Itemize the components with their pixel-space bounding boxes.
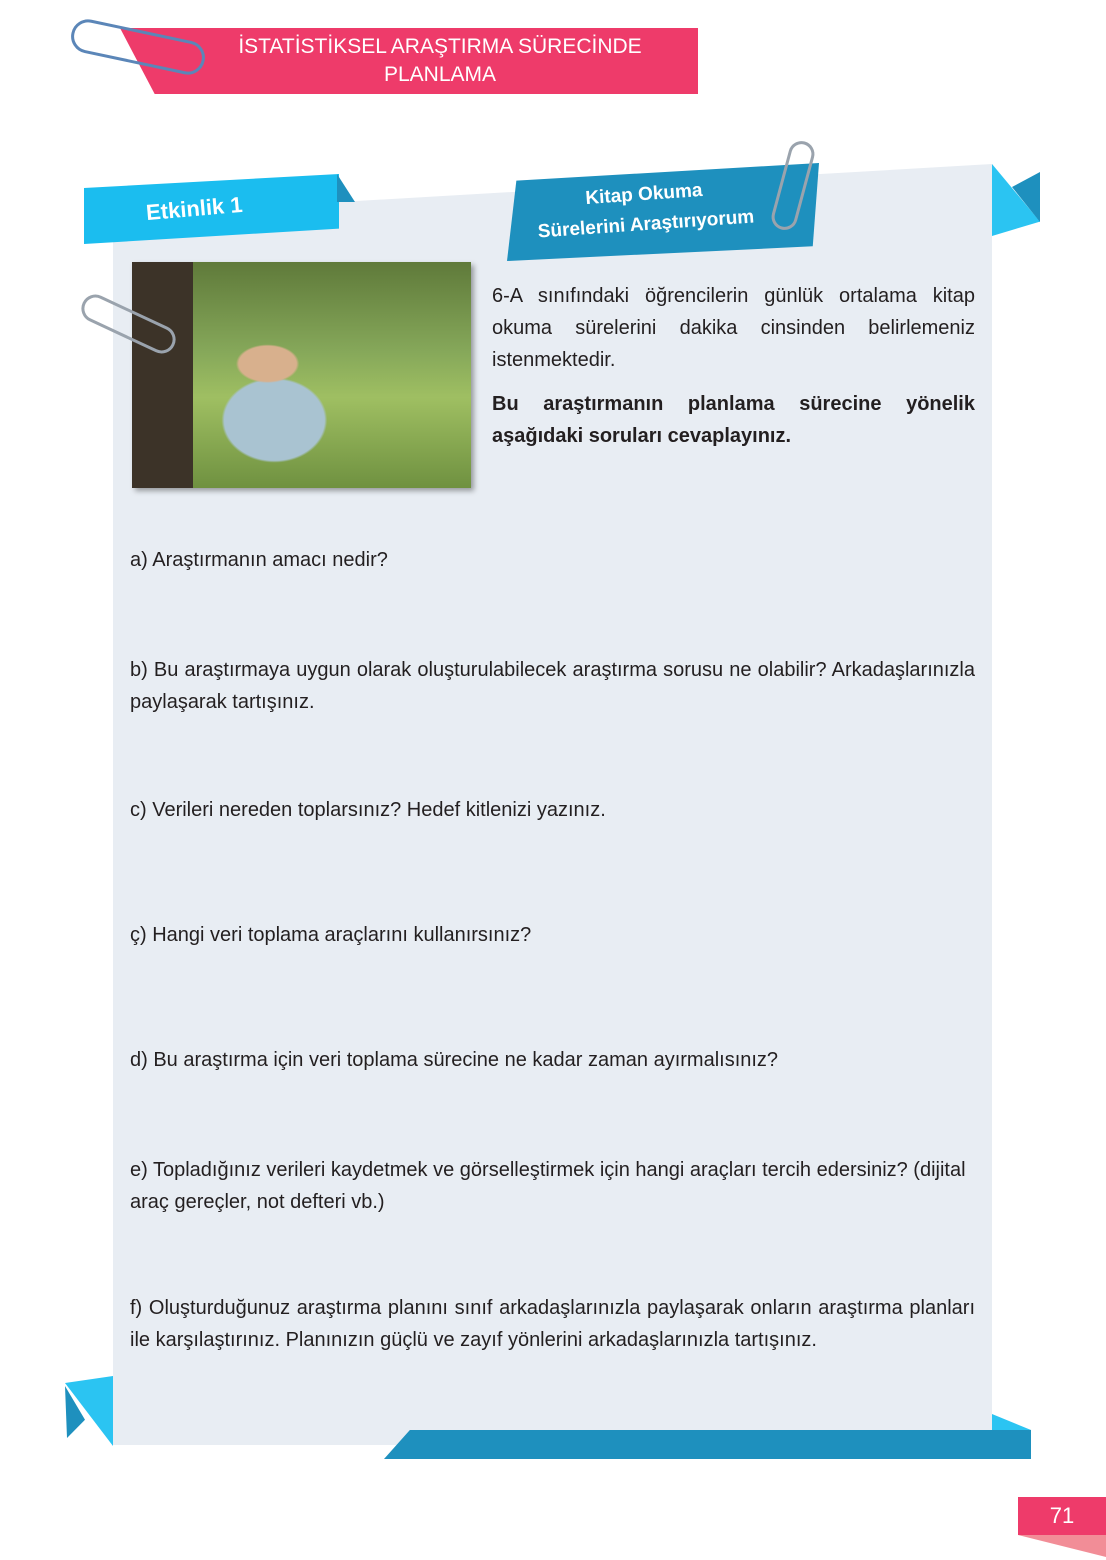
intro-instruction: Bu araştırmanın planlama sürecine yönelik aşağıdaki soruları cevaplayınız.: [492, 393, 975, 447]
question-d: d) Bu araştırma için veri toplama sürecine ne kadar zaman ayırmalısınız?: [130, 1049, 779, 1071]
question-a: a) Araştırmanın amacı nedir?: [130, 549, 388, 571]
boy-reading-photo: [132, 262, 471, 488]
question-f: f) Oluşturduğunuz araştırma planını sınıf arkadaşlarınızla paylaşarak onların araştırma planları ile karşılaştırınız. Planınızın güçlü ve zayıf yönlerini arkadaşlarınızla tartışınız.: [130, 1297, 975, 1351]
activity-label: Etkinlik 1: [145, 191, 244, 226]
question-e: e) Topladığınız verileri kaydetmek ve görselleştirmek için hangi araçları tercih edersiniz? (dijital araç gereçler, not defteri vb.): [130, 1159, 966, 1213]
intro-text: 6-A sınıfındaki öğrencilerin günlük ortalama kitap okuma sürelerini dakika cinsinden belirlemeniz istenmektedir.: [492, 285, 975, 371]
page-title: [180, 33, 700, 89]
question-c: c) Verileri nereden toplarsınız? Hedef kitlenizi yazınız.: [130, 799, 606, 821]
question-cc: ç) Hangi veri toplama araçlarını kullanırsınız?: [130, 924, 532, 946]
activity-title-line-2: Sürelerini Araştırıyorum: [537, 206, 755, 243]
page-number: 71: [1018, 1497, 1106, 1535]
title-line-1: İSTATİSTİKSEL ARAŞTIRMA SÜRECİNDE: [238, 35, 642, 58]
ribbon-fold: [337, 174, 355, 202]
activity-title-line-1: Kitap Okuma: [584, 179, 704, 210]
bottom-ribbon: [384, 1430, 1031, 1459]
bottom-ribbon-fold: [992, 1414, 1031, 1430]
page-number-fold: [1018, 1535, 1106, 1557]
question-b: b) Bu araştırmaya uygun olarak oluşturulabilecek araştırma sorusu ne olabilir? Arkadaşlarınızla paylaşarak tartışınız.: [130, 659, 975, 713]
title-line-2: PLANLAMA: [383, 63, 497, 86]
